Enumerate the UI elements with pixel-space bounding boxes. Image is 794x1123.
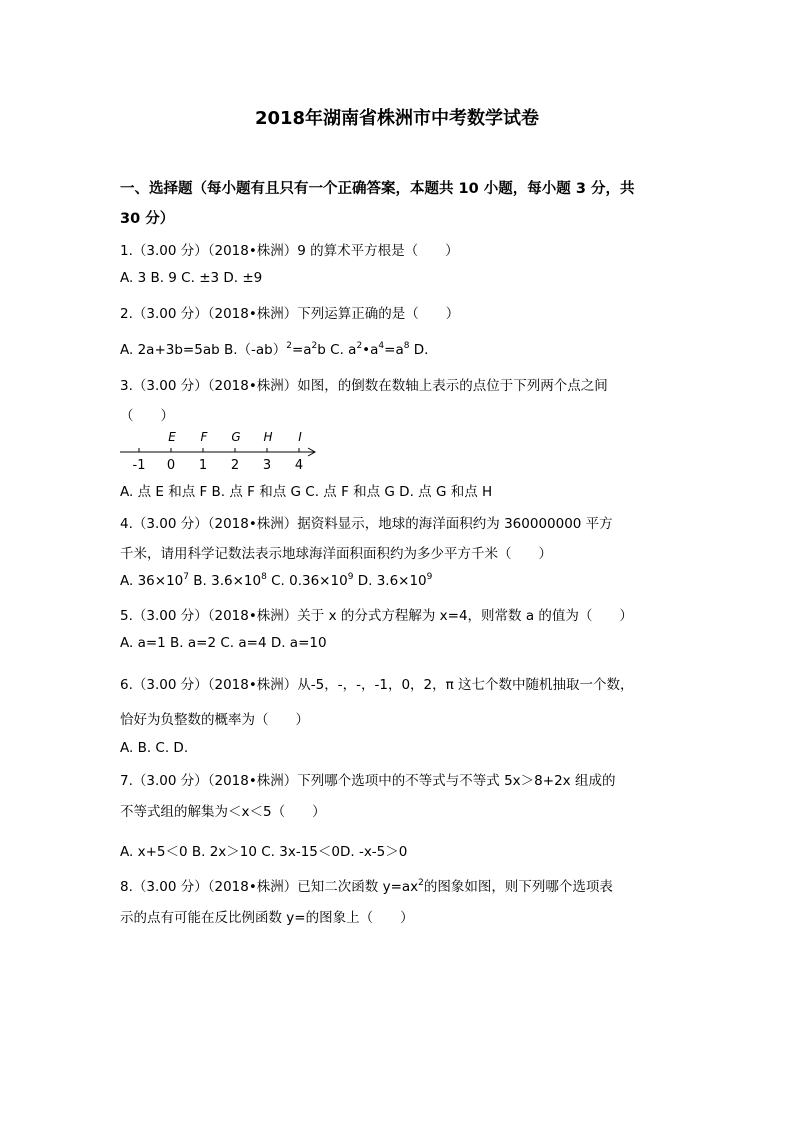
section-heading-line1: 一、选择题（每小题有且只有一个正确答案，本题共 10 小题，每小题 3 分，共 <box>120 181 635 197</box>
page-title: 2018年湖南省株洲市中考数学试卷 <box>254 108 540 129</box>
q2-opt-text: =a <box>384 342 404 358</box>
q2-opt-text: •a <box>362 342 379 358</box>
question-6-options: A. B. C. D. <box>120 740 189 756</box>
q2-sup: 8 <box>403 340 410 351</box>
question-4-stem-line2: 千米，请用科学记数法表示地球海洋面积面积约为多少平方千米（ ） <box>120 546 552 562</box>
question-6-stem-line1: 6.（3.00 分）（2018•株洲）从-5，-，-，-1，0，2，π 这七个数中随机抽取一个数， <box>120 677 634 693</box>
q2-opt-text: =a <box>291 342 312 358</box>
question-1-options: A. 3 B. 9 C. ±3 D. ±9 <box>120 270 263 286</box>
q4-sup: 7 <box>183 571 189 582</box>
q4-option-d: D. 3.6×10 <box>353 573 427 589</box>
q2-opt-text: D. <box>409 342 429 358</box>
question-4-stem-line1: 4.（3.00 分）（2018•株洲）据资料显示，地球的海洋面积约为 360000000 平方 <box>120 516 613 532</box>
number-line-point-label: H <box>263 430 273 444</box>
number-line-tick-label: 1 <box>198 458 208 473</box>
question-7-stem-line1: 7.（3.00 分）（2018•株洲）下列哪个选项中的不等式与不等式 5x＞8+2x 组成的 <box>120 773 616 789</box>
question-4-options <box>120 573 432 589</box>
q4-option-a: A. 36×10 <box>120 573 184 589</box>
question-1-stem: 1.（3.00 分）（2018•株洲）9 的算术平方根是（ ） <box>120 243 459 259</box>
number-line-tick-label: 3 <box>262 458 272 473</box>
question-7-options: A. x+5＜0 B. 2x＞10 C. 3x-15＜0D. -x-5＞0 <box>120 844 408 860</box>
q4-option-c: C. 0.36×10 <box>266 573 348 589</box>
number-line-tick-labels <box>133 458 304 473</box>
number-line-figure <box>118 425 328 475</box>
number-line-tick-label: 4 <box>294 458 304 473</box>
q4-sup: 9 <box>426 571 433 582</box>
q8-sup: 2 <box>418 877 424 888</box>
number-line-point-label: E <box>168 430 176 444</box>
q2-sup: 2 <box>311 340 318 351</box>
question-8-stem-line1 <box>120 875 613 895</box>
number-line-tick-label: 2 <box>230 458 240 473</box>
question-8-stem-line2: 示的点有可能在反比例函数 y=的图象上（ ） <box>120 910 414 926</box>
q4-sup: 8 <box>261 571 267 582</box>
q2-opt-text: b C. a <box>317 342 357 358</box>
q2-sup: 2 <box>356 340 363 351</box>
number-line-point-label: I <box>298 430 302 444</box>
q4-sup: 9 <box>347 571 354 582</box>
q2-opt-text: A. 2a+3b=5ab B.（-ab） <box>120 342 287 358</box>
number-line-point-label: F <box>200 430 208 444</box>
number-line-tick-label: 0 <box>166 458 176 473</box>
question-3-options: A. 点 E 和点 F B. 点 F 和点 G C. 点 F 和点 G D. 点 G 和点 H <box>120 484 493 500</box>
question-2-options <box>120 338 428 358</box>
number-line-point-label: G <box>231 430 241 444</box>
question-3-stem-line1: 3.（3.00 分）（2018•株洲）如图，的倒数在数轴上表示的点位于下列两个点之间 <box>120 378 608 394</box>
section-heading-line2: 30 分） <box>120 211 175 227</box>
question-3-stem-line2: （ ） <box>120 408 174 424</box>
number-line-tick-label: -1 <box>132 458 146 473</box>
question-2-stem: 2.（3.00 分）（2018•株洲）下列运算正确的是（ ） <box>120 306 460 322</box>
q2-sup: 2 <box>286 340 292 351</box>
question-5-stem: 5.（3.00 分）（2018•株洲）关于 x 的分式方程解为 x=4，则常数 a 的值为（ ） <box>120 608 633 624</box>
question-5-options: A. a=1 B. a=2 C. a=4 D. a=10 <box>120 635 327 651</box>
q4-option-b: B. 3.6×10 <box>188 573 262 589</box>
question-7-stem-line2: 不等式组的解集为＜x＜5（ ） <box>120 804 326 820</box>
q8-stem-text: 8.（3.00 分）（2018•株洲）已知二次函数 y=ax <box>120 879 419 895</box>
question-6-stem-line2: 恰好为负整数的概率为（ ） <box>120 712 309 728</box>
q2-sup: 4 <box>378 340 385 351</box>
number-line-points <box>168 430 302 444</box>
number-line-ticks <box>139 448 299 452</box>
q8-stem-text: 的图象如图，则下列哪个选项表 <box>423 879 613 895</box>
